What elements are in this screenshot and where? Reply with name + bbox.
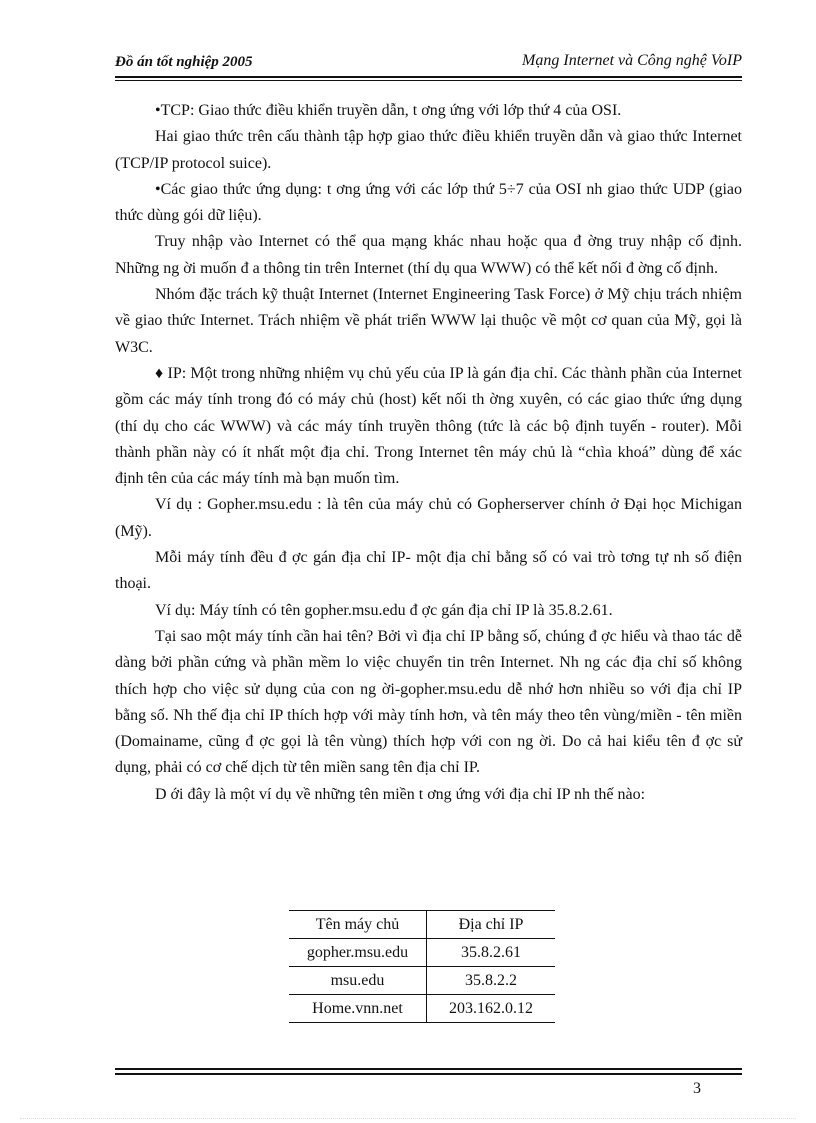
footer-dotted-line [20,1118,796,1119]
paragraph-ip-address: Mỗi máy tính đều đ ợc gán địa chỉ IP- một địa chỉ bằng số có vai trò tơng tự nh số điện thoại. [115,549,742,593]
table-row [289,967,555,995]
paragraph-two-names: Tại sao một máy tính cần hai tên? Bởi vì địa chỉ IP bằng số, chúng đ ợc hiểu và thao tác dễ dàng bởi phần cứng và phần mềm lo việc chuyển tin trên Internet. Nh ng các địa chỉ số không thích hợp cho việc sử dụng của con ng ời-gopher.msu.edu dễ nhớ hơn nhiều so với địa chỉ IP bằng số. Nh thế địa chỉ IP thích hợp với mày tính hơn, và tên máy theo tên vùng/miền - tên miền (Domainame, cũng đ ợc gọi là tên vùng) thích hợp với con ng ời. Do cả hai kiểu tên đ ợc sử dụng, phải có cơ chế dịch từ tên miền sang tên địa chỉ IP. [115,627,742,777]
paragraph-table-intro: D ới đây là một ví dụ về những tên miền t ơng ứng với địa chỉ IP nh thế nào: [155,785,646,803]
paragraph-internet-access: Truy nhập vào Internet có thể qua mạng khác nhau hoặc qua đ ờng truy nhập cố định. Những ng ời muốn đ a thông tin trên Internet (thí dụ qua WWW) có thể kết nối đ ờng cố định. [115,233,742,277]
table-cell-host: msu.edu [289,967,427,995]
footer-rule-lower [115,1073,742,1075]
page-header [115,50,742,76]
table-cell-host: Home.vnn.net [289,995,427,1023]
paragraph-tcpip-suite: Hai giao thức trên cấu thành tập hợp giao thức điều khiển truyền dẫn và giao thức Internet (TCP/IP protocol suice). [115,128,742,172]
header-title-left: Đồ án tốt nghiệp 2005 [115,54,253,70]
table-row [289,995,555,1023]
table-header-cell: Tên máy chủ [289,911,427,939]
page-number: 3 [693,1080,701,1097]
table-header-cell: Địa chỉ IP [458,915,524,933]
body-text [115,98,742,808]
table-row [289,939,555,967]
paragraph-example-gopher: Ví dụ : Gopher.msu.edu : là tên của máy chủ có Gopherserver chính ở Đại học Michigan (Mỹ). [115,496,742,540]
footer-rule-upper [115,1068,742,1070]
table-cell-ip: 35.8.2.61 [461,943,521,961]
hostname-ip-table [289,910,555,1023]
header-rule-thin [115,80,742,81]
header-rule-thick [115,76,742,78]
header-title-right: Mạng Internet và Công nghệ VoIP [522,52,742,69]
paragraph-application-protocols: •Các giao thức ứng dụng: t ơng ứng với các lớp thứ 5÷7 của OSI nh giao thức UDP (giao thức dùng gói dữ liệu). [115,180,742,225]
table-cell-ip: 35.8.2.2 [465,971,517,989]
table-header-row [289,911,555,939]
paragraph-tcp: •TCP: Giao thức điều khiển truyền dẫn, t ơng ứng với lớp thứ 4 của OSI. [155,102,622,119]
paragraph-ip: ♦ IP: Một trong những nhiệm vụ chủ yếu của IP là gán địa chỉ. Các thành phần của Internet gồm các máy tính trong đó có máy chủ (host) kết nối th ờng xuyên, có các giao thức ứng dụng (thí dụ cho các WWW) và các máy tính truyền thông (tức là các bộ định tuyến - router). Mỗi thành phần này có ít nhất một địa chỉ. Trong Internet tên máy chủ là “chìa khoá” dùng để xác định tên của các máy tính mà bạn muốn tìm. [115,364,742,488]
paragraph-ietf: Nhóm đặc trách kỹ thuật Internet (Internet Engineering Task Force) ở Mỹ chịu trách nhiệm về giao thức Internet. Trách nhiệm về phát triển WWW lại thuộc về một cơ quan của Mỹ, gọi là W3C. [115,286,742,356]
table-cell-host: gopher.msu.edu [289,939,427,967]
paragraph-example-ip: Ví dụ: Máy tính có tên gopher.msu.edu đ ợc gán địa chỉ IP là 35.8.2.61. [155,601,613,619]
table-cell-ip: 203.162.0.12 [449,999,533,1017]
